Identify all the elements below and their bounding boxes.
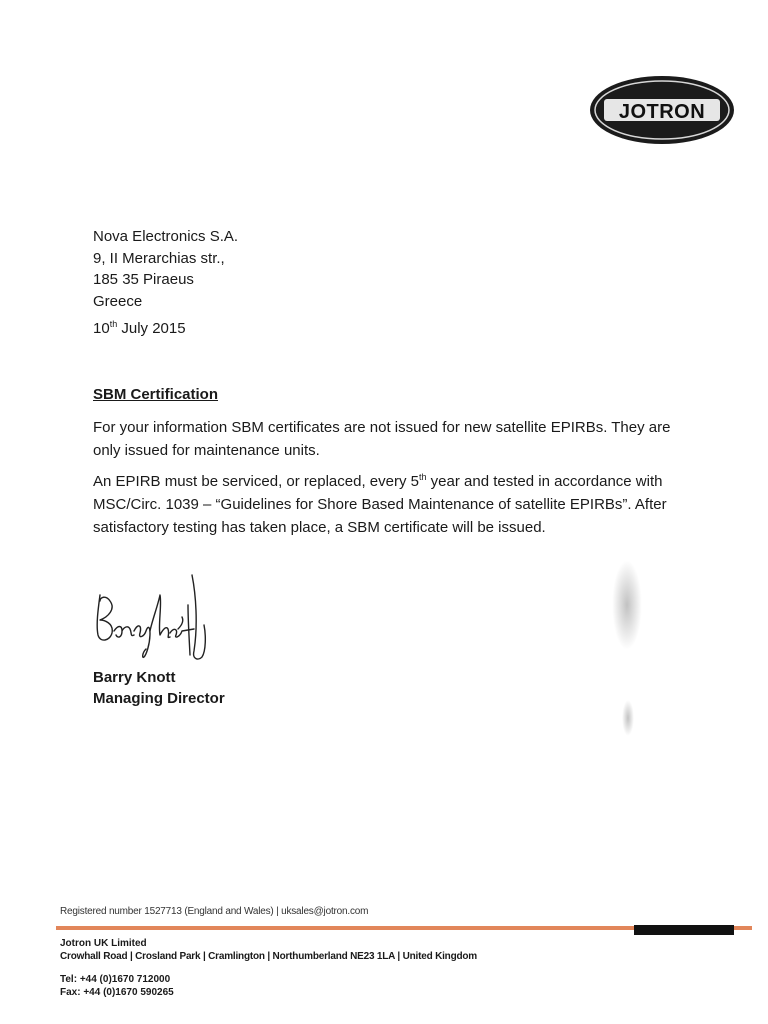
date-day: 10 [93,320,110,337]
paragraph2-superscript: th [418,472,427,482]
body-paragraph-2 [93,470,693,539]
handwritten-signature [90,565,220,670]
body-paragraph-1: For your information SBM certificates are not issued for new satellite EPIRBs. They are only issued for maintenance units. [93,419,671,459]
recipient-company: Nova Electronics S.A. [93,228,239,245]
footer-company: Jotron UK Limited [60,938,147,949]
footer-registration: Registered number 1527713 (England and Wales) | uksales@jotron.com [60,906,369,917]
signer-block [93,667,225,709]
footer-fax: Fax: +44 (0)1670 590265 [60,987,174,998]
signer-title: Managing Director [93,690,225,707]
recipient-street: 9, II Merarchias str., [93,249,225,267]
scan-smudge [622,700,634,736]
letter-date [93,320,186,337]
signer-name: Barry Knott [93,669,176,686]
date-rest: July 2015 [117,320,186,337]
paragraph2-part1: An EPIRB must be serviced, or replaced, every 5 [93,473,419,490]
logo-text: JOTRON [618,101,706,123]
jotron-logo [588,74,736,146]
recipient-address [93,226,238,312]
footer-telephone: Tel: +44 (0)1670 712000 [60,974,171,985]
footer-address: Crowhall Road | Crosland Park | Cramlington | Northumberland NE23 1LA | United Kingdom [60,951,477,962]
footer-dark-bar [634,925,734,935]
recipient-country: Greece [93,292,143,310]
letter-subject: SBM Certification [93,386,219,403]
scan-smudge [612,560,642,650]
recipient-city: 185 35 Piraeus [93,271,194,288]
date-suffix: th [109,319,118,329]
paragraph2-part2: year and tested in accordance with MSC/Circ. 1039 – “Guidelines for Shore Based Maintenance of satellite EPIRBs”. After satisfactory testing has taken place, a SBM certificate will be issued. [93,473,667,536]
